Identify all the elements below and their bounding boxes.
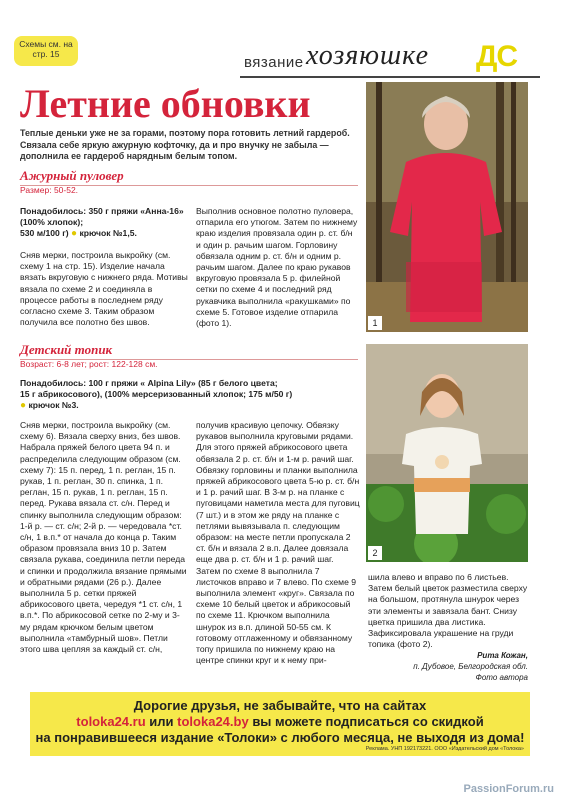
- pullover-heading: Ажурный пуловер: [20, 168, 358, 186]
- banner-or: или: [149, 714, 174, 729]
- topik-materials: [20, 378, 360, 412]
- topik-materials-2: 15 г абрикосового), (100% мерсеризованный хлопок; 175 м/50 г): [20, 389, 293, 400]
- photo-2-number: 2: [368, 546, 382, 560]
- topik-text-col2: получив красивую цепочку. Обвязку рукавов выполнила круговыми рядами. Для этого пряжей абрикосового цвета обвязала 2 р. ст. б/н и 1-м р. рачий шаг. Обвязку горловины и планки выполнила пряжей абрикосового цвета 5-ю р. ст. б/н и 1 р. рачий шаг. В 3-м р. на планке с пуговицами наметила места для пуговиц (7 шт.) и в этом же ряду на планке с петлями вывязывала п. следующим образом: на месте петли пропускала 2 ст. б/н и вязала 2 в.п. Далее довязала еще два р. ст. б/н и 1 р. рачий шаг. Затем по схеме 8 выполнила 7 листочков вправо и 7 влево. По схеме 9 выполнила элемент «круг». Связала по схеме 10 белый цветок и абрикосовый по схеме 11. Крючком выполнила шнурок из в.п. длиной 50-55 см. К готовому отглаженному и обвязанному топу пришила по нижнему краю на центре спинки круг и к нему при-: [196, 420, 360, 666]
- topik-size: Возраст: 6-8 лет; рост: 122-128 см.: [20, 359, 158, 369]
- topik-text-col3: шила влево и вправо по 6 листьев. Затем белый цветок разместила сверху на большом, протянула шнурок через эти элементы и завязала бант. Снизу цветка пришила два листика. Зафиксировала украшение на груди топика (фото 2).: [368, 572, 528, 650]
- topik-heading: Детский топик: [20, 342, 358, 360]
- subscription-banner: [30, 692, 530, 756]
- site-link-ru[interactable]: toloka24.ru: [76, 714, 146, 729]
- author-name: Рита Кожан,: [477, 651, 528, 660]
- topik-text-col1: Сняв мерки, построила выкройку (см. схему 6). Вязала сверху вниз, без швов. Набрала пряжей белого цвета 94 п. и распределила следующим образом (см. схему 7): 15 п. перед, 1 п. реглан, 15 п. рукав, 1 п. реглан, 30 п. спинка, 1 п. реглан, 15 п. рукав, 1 п. реглан, 15 п. перед. Рукава вязала ст. с/н. Перед и спинку выполнила следующим образом: 1-й р. — ст. с/н; 2-й р. — чередовала *ст. с/н, 1 в.п.* от начала до конца р. Таким образом провязала вниз 10 р. Затем связала рукава, соединила петли переда и спинки и продолжила вязание прямыми и обратными рядами (26 р.). Далее выполнила 5 р. сетки пряжей абрикосового цвета, чередуя *1 ст. с/н, 1 в.п.*. По абрикосовой сетке по 2-му и 3-му рядам крючком белым цветом выполнила «тамбурный шов». Петли этого шва цепляя за каждый ст. с/н,: [20, 420, 187, 655]
- topik-materials-1: Понадобилось: 100 г пряжи « Alpina Lily» (85 г белого цвета;: [20, 378, 278, 388]
- bullet-icon: ●: [71, 228, 78, 240]
- pullover-materials-1: Понадобилось: 350 г пряжи «Анна-16» (100% хлопок);: [20, 206, 184, 228]
- banner-line-2: [30, 714, 530, 730]
- banner-line-3: на понравившееся издание «Толоки» с любого месяца, не выходя из дома!: [35, 730, 525, 745]
- article-title: Летние обновки: [20, 81, 311, 126]
- pullover-text-col2: Выполнив основное полотно пуловера, отпарила его утюгом. Затем по нижнему краю изделия провязала один р. ст. б/н и один р. рачьим шагом. Горловину обвязала одним р. ст. б/н и одним р. рачьим шагом. Далее по краю рукавов вкруговую провязала 5 р. филейной сетки по схеме 4 и последний ряд рукавчика выполнила «ракушками» по схеме 5. Готовое изделие отпарила (фото 1).: [196, 206, 358, 329]
- header-divider: [240, 76, 540, 78]
- section-title: хозяюшке: [306, 40, 430, 71]
- photo-topik-image: [366, 344, 528, 562]
- banner-ad-note: Реклама. УНП 192173221. ООО «Издательский дом «Толока»: [365, 746, 524, 752]
- magazine-logo: ДС: [476, 40, 518, 73]
- banner-line-2-rest: вы можете подписаться со скидкой: [252, 714, 484, 729]
- photo-topik: [366, 344, 528, 562]
- watermark: PassionForum.ru: [463, 783, 554, 795]
- photo-pullover-image: [366, 82, 528, 332]
- bullet-icon: ●: [20, 400, 27, 412]
- site-link-by[interactable]: toloka24.by: [177, 714, 249, 729]
- author-place: п. Дубовое, Белгородская обл.: [413, 662, 528, 671]
- photo-credit: Фото автора: [475, 673, 528, 682]
- pullover-materials-2: 530 м/100 г): [20, 228, 69, 239]
- schemes-note: Схемы см. на стр. 15: [14, 36, 78, 66]
- kicker-label: вязание: [244, 54, 304, 71]
- pullover-materials: [20, 206, 190, 240]
- photo-1-number: 1: [368, 316, 382, 330]
- pullover-text-col1: Сняв мерки, построила выкройку (см. схему 1 на стр. 15). Изделие начала вязать вкруговую с нижнего ряда. Мотивы вязала по схеме 2 и соединяла в процессе работы в последнем ряду согласно схеме 3. Таким образом получила все полотно без швов.: [20, 250, 188, 328]
- photo-pullover: [366, 82, 528, 332]
- pullover-size: Размер: 50-52.: [20, 185, 79, 195]
- banner-line-1: Дорогие друзья, не забывайте, что на сайтах: [133, 698, 427, 713]
- topik-materials-3: крючок №3.: [28, 400, 79, 411]
- pullover-materials-3: крючок №1,5.: [79, 228, 137, 239]
- article-lead: Теплые деньки уже не за горами, поэтому пора готовить летний гардероб. Связала себе яркую ажурную кофточку, да и про внучку не забыла — дополнила ее гардероб нарядным белым топом.: [20, 128, 350, 161]
